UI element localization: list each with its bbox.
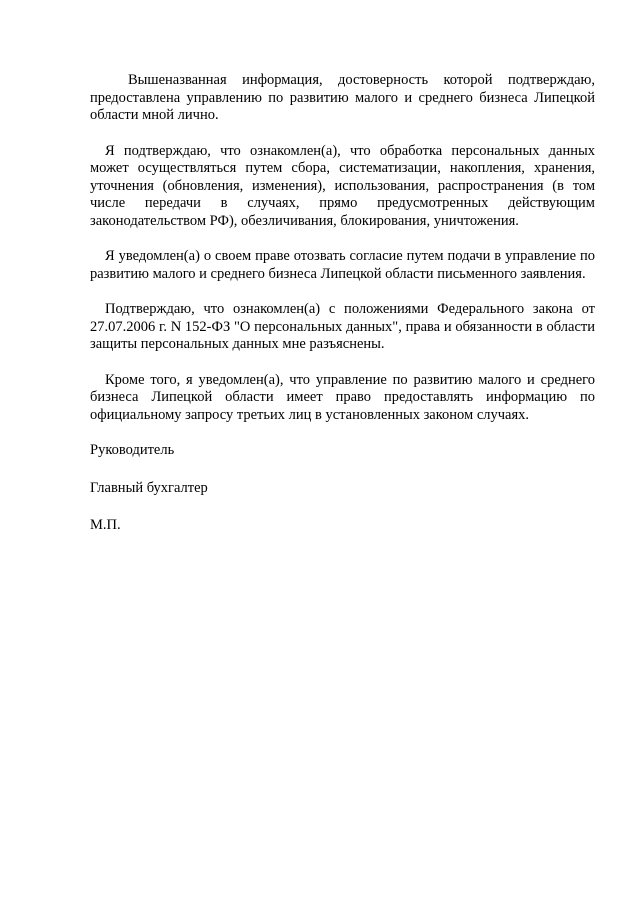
paragraph-processing-consent: Я подтверждаю, что ознакомлен(а), что обработка персональных данных может осуществляться путем сбора, систематизации, накопления, хранения, уточнения (обновления, изменения), использования, распространения (в том числе передачи в случаях, прямо предусмотренных действующим законодательством РФ), обезличивания, блокирования, уничтожения. bbox=[90, 142, 595, 229]
paragraph-third-party-disclosure: Кроме того, я уведомлен(а), что управление по развитию малого и среднего бизнеса Липецкой области имеет право предоставлять информацию по официальному запросу третьих лиц в установленных законом случаях. bbox=[90, 371, 595, 423]
signature-head: Руководитель bbox=[90, 442, 175, 458]
paragraph-federal-law: Подтверждаю, что ознакомлен(а) с положениями Федерального закона от 27.07.2006 г. N 152-ФЗ "О персональных данных", права и обязанности в области защиты персональных данных мне разъяснены. bbox=[90, 301, 595, 352]
paragraph-info-confirmation: Вышеназванная информация, достоверность которой подтверждаю, предоставлена управлению по развитию малого и среднего бизнеса Липецкой области мной лично. bbox=[90, 72, 595, 123]
seal-placeholder: М.П. bbox=[90, 517, 121, 533]
paragraph-revoke-right: Я уведомлен(а) о своем праве отозвать согласие путем подачи в управление по развитию малого и среднего бизнеса Липецкой области письменного заявления. bbox=[90, 248, 595, 282]
signature-chief-accountant: Главный бухгалтер bbox=[90, 479, 208, 496]
